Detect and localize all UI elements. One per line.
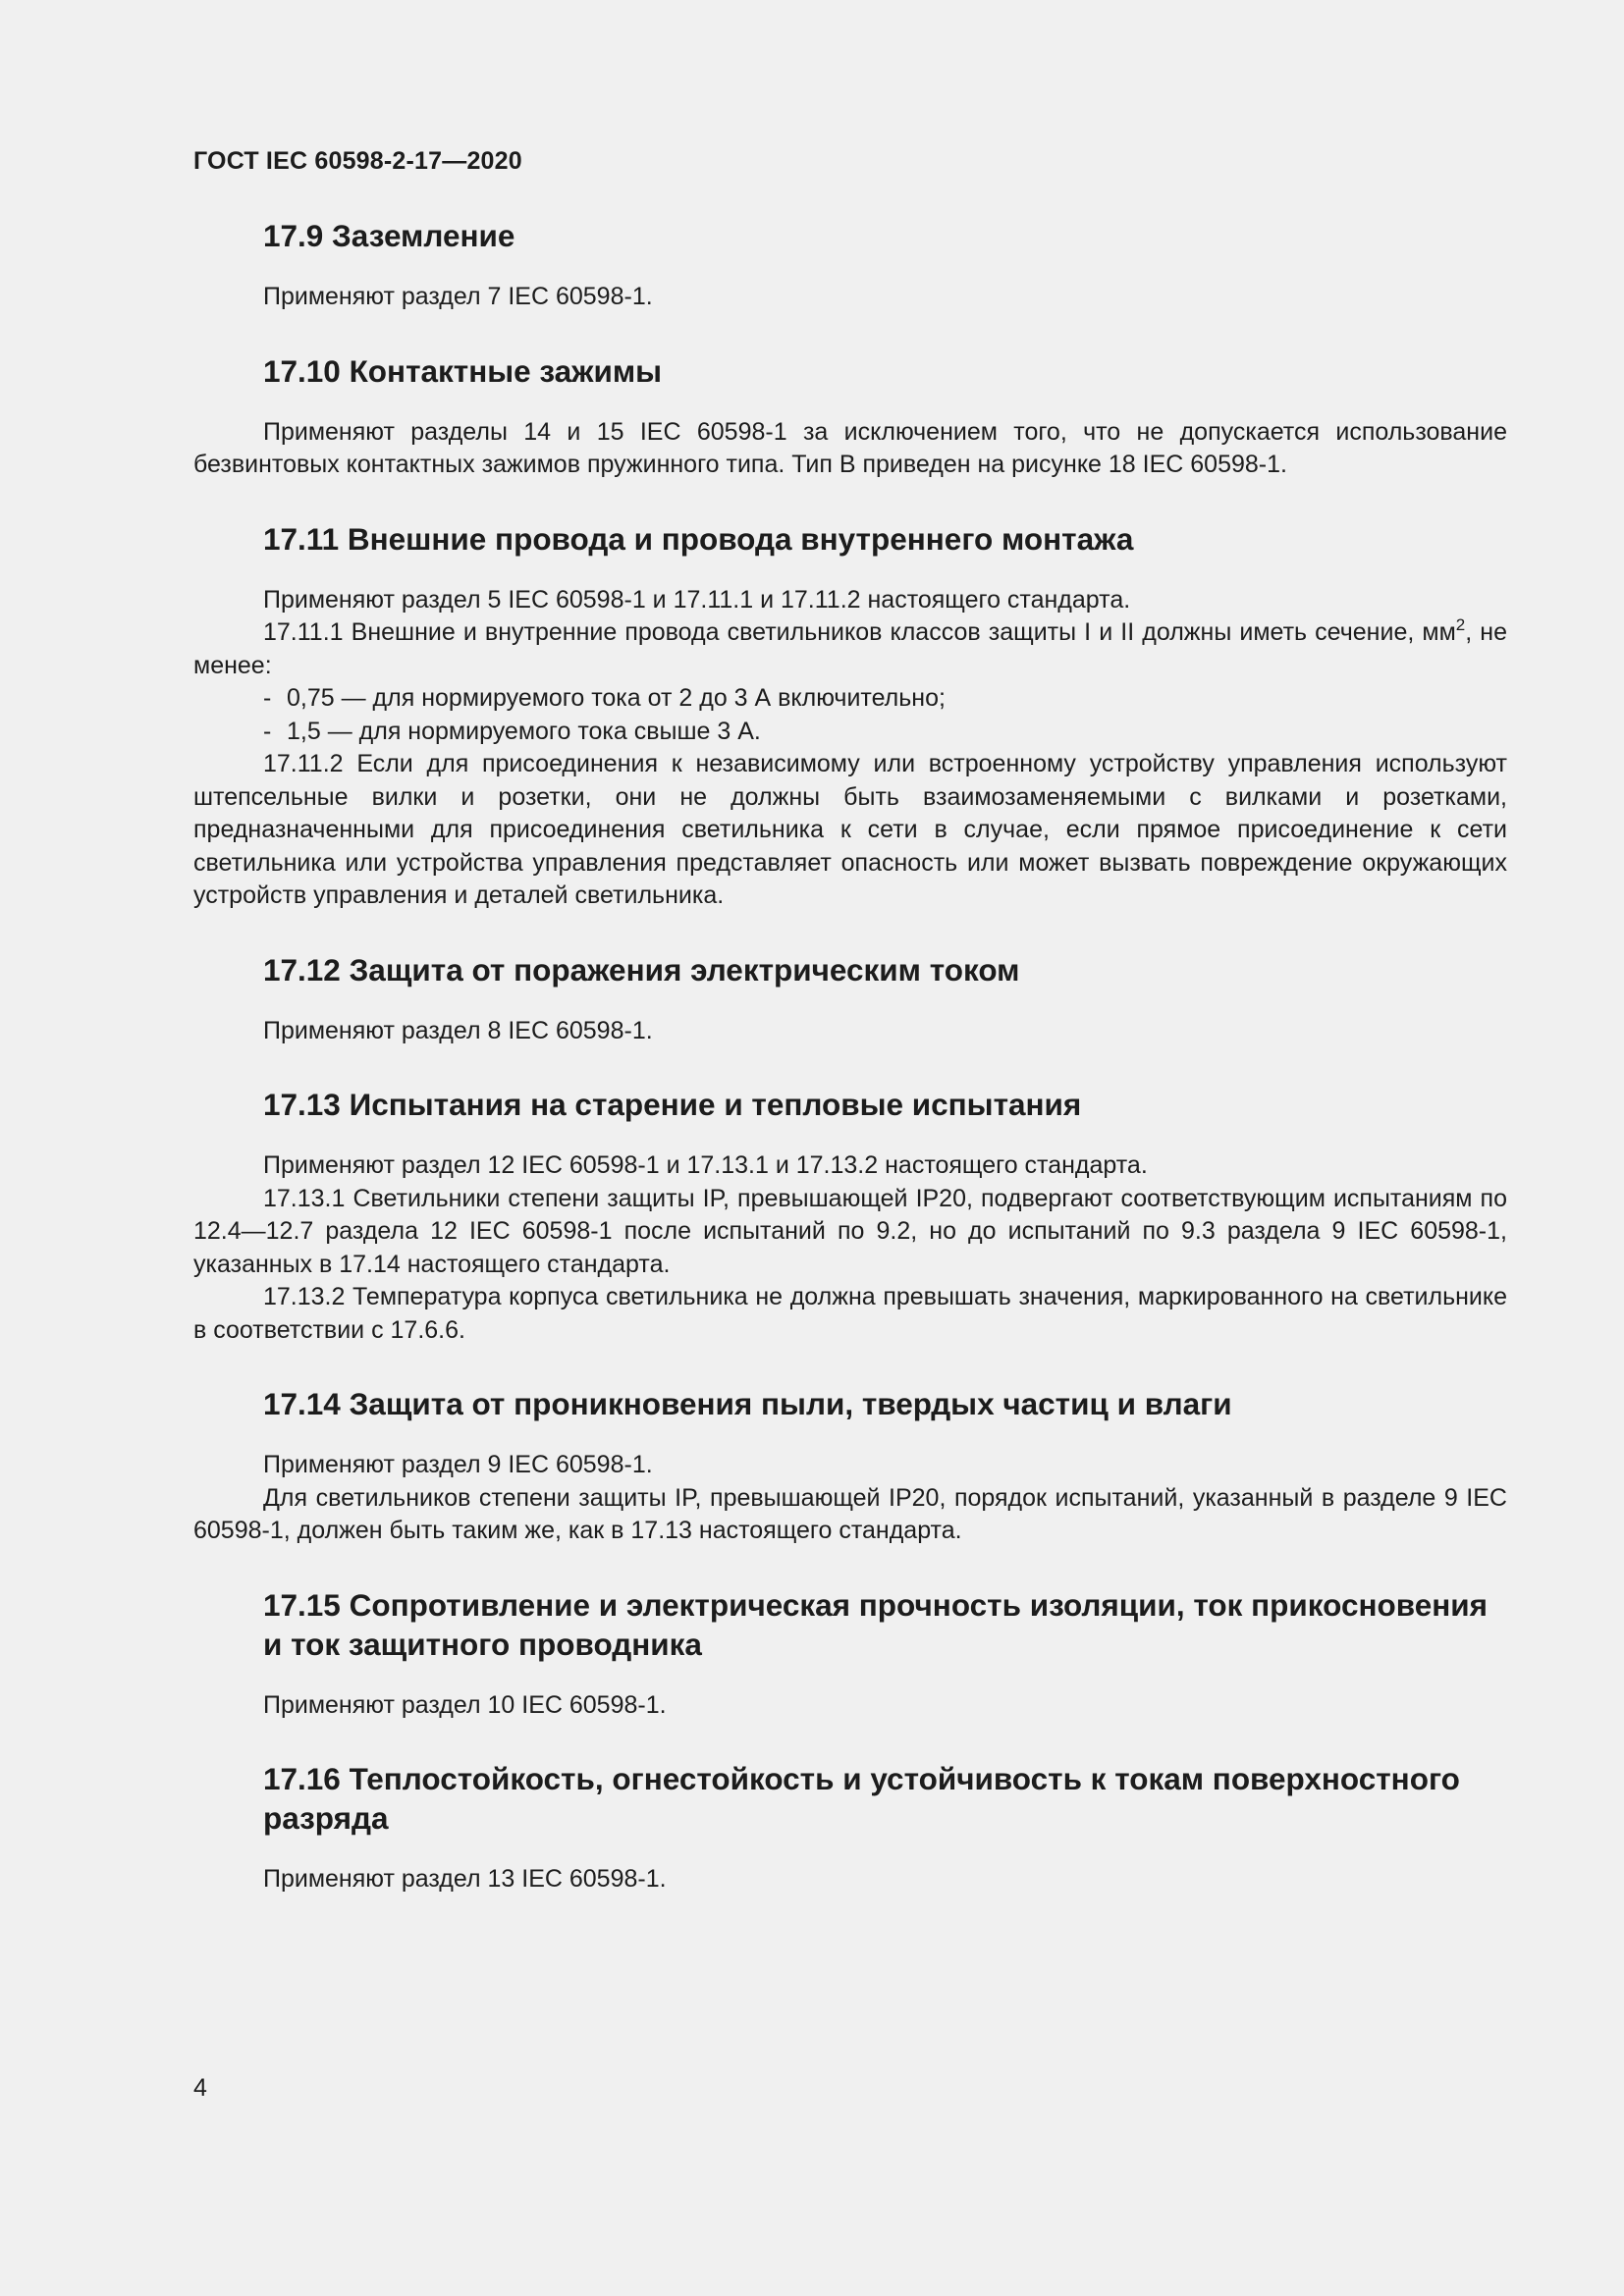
section-17-10: [193, 351, 1507, 482]
paragraph: Применяют раздел 9 IEC 60598-1.: [263, 1451, 653, 1478]
dash-marker: -: [263, 684, 272, 712]
paragraph: Применяют раздел 12 IEC 60598-1 и 17.13.1 и 17.13.2 настоящего стандарта.: [263, 1151, 1148, 1179]
text-fragment: 17.11.1 Внешние и внутренние провода светильников классов защиты I и II должны иметь сечение, мм: [263, 618, 1456, 646]
section-17-14: [193, 1384, 1507, 1548]
list-item: [193, 716, 1507, 749]
list-item-text: 1,5 — для нормируемого тока свыше 3 А.: [287, 717, 761, 745]
section-17-16: [193, 1759, 1507, 1896]
list-item: [193, 682, 1507, 716]
section-17-11: [193, 519, 1507, 913]
paragraph: Применяют раздел 10 IEC 60598-1.: [263, 1690, 667, 1719]
paragraph-cross-section: [193, 616, 1507, 682]
page-number: 4: [193, 2074, 207, 2102]
section-title: 17.16 Теплостойкость, огнестойкость и устойчивость к токам поверхностного разряда: [263, 1761, 1460, 1836]
document-body: [193, 216, 1507, 1934]
section-title: 17.12 Защита от поражения электрическим током: [263, 951, 1020, 988]
paragraph: Для светильников степени защиты IP, превышающей IP20, порядок испытаний, указанный в разделе 9 IEC 60598-1, должен быть таким же, как в 17.13 настоящего стандарта.: [193, 1483, 1507, 1544]
section-title: 17.10 Контактные зажимы: [263, 352, 663, 389]
section-title: 17.14 Защита от проникновения пыли, твердых частиц и влаги: [263, 1386, 1232, 1421]
section-title: 17.9 Заземление: [263, 218, 515, 253]
text-fragment: , не менее:: [193, 618, 1507, 679]
paragraph: Применяют раздел 13 IEC 60598-1.: [263, 1865, 667, 1893]
section-17-12: [193, 950, 1507, 1048]
list-item-text: 0,75 — для нормируемого тока от 2 до 3 А включительно;: [287, 684, 946, 712]
section-title: 17.15 Сопротивление и электрическая прочность изоляции, ток прикосновения и ток защитного проводника: [263, 1586, 1488, 1662]
section-17-15: [193, 1585, 1507, 1723]
paragraph: 17.13.1 Светильники степени защиты IP, превышающей IP20, подвергают соответствующим испытаниям по 12.4—12.7 раздела 12 IEC 60598-1 после испытаний по 9.2, но до испытаний по 9.3 раздела 9 IEC 60598-1, указанных в 17.14 настоящего стандарта.: [193, 1184, 1507, 1278]
paragraph: Применяют раздел 8 IEC 60598-1.: [263, 1016, 653, 1044]
paragraph: Применяют разделы 14 и 15 IEC 60598-1 за исключением того, что не допускается использование безвинтовых контактных зажимов пружинного типа. Тип В приведен на рисунке 18 IEC 60598-1.: [193, 417, 1507, 478]
section-17-9: [193, 216, 1507, 314]
paragraph: Применяют раздел 7 IEC 60598-1.: [263, 283, 653, 310]
section-17-13: [193, 1085, 1507, 1347]
superscript: 2: [1455, 615, 1466, 634]
document-header: ГОСТ IEC 60598-2-17—2020: [193, 147, 522, 175]
section-title: 17.11 Внешние провода и провода внутреннего монтажа: [263, 520, 1134, 557]
paragraph: 17.11.2 Если для присоединения к независимому или встроенному устройству управления используют штепсельные вилки и розетки, они не должны быть взаимозаменяемыми с вилками и розетками, предназначенными для присоединения светильника к сети в случае, если прямое присоединение к сети светильника или устройства управления представляет опасность или может вызвать повреждение окружающих устройств управления и деталей светильника.: [193, 750, 1507, 909]
section-title: 17.13 Испытания на старение и тепловые испытания: [263, 1087, 1082, 1122]
paragraph: 17.13.2 Температура корпуса светильника не должна превышать значения, маркированного на светильнике в соответствии с 17.6.6.: [193, 1283, 1507, 1344]
dash-marker: -: [263, 717, 272, 745]
paragraph: Применяют раздел 5 IEC 60598-1 и 17.11.1 и 17.11.2 настоящего стандарта.: [263, 585, 1131, 614]
